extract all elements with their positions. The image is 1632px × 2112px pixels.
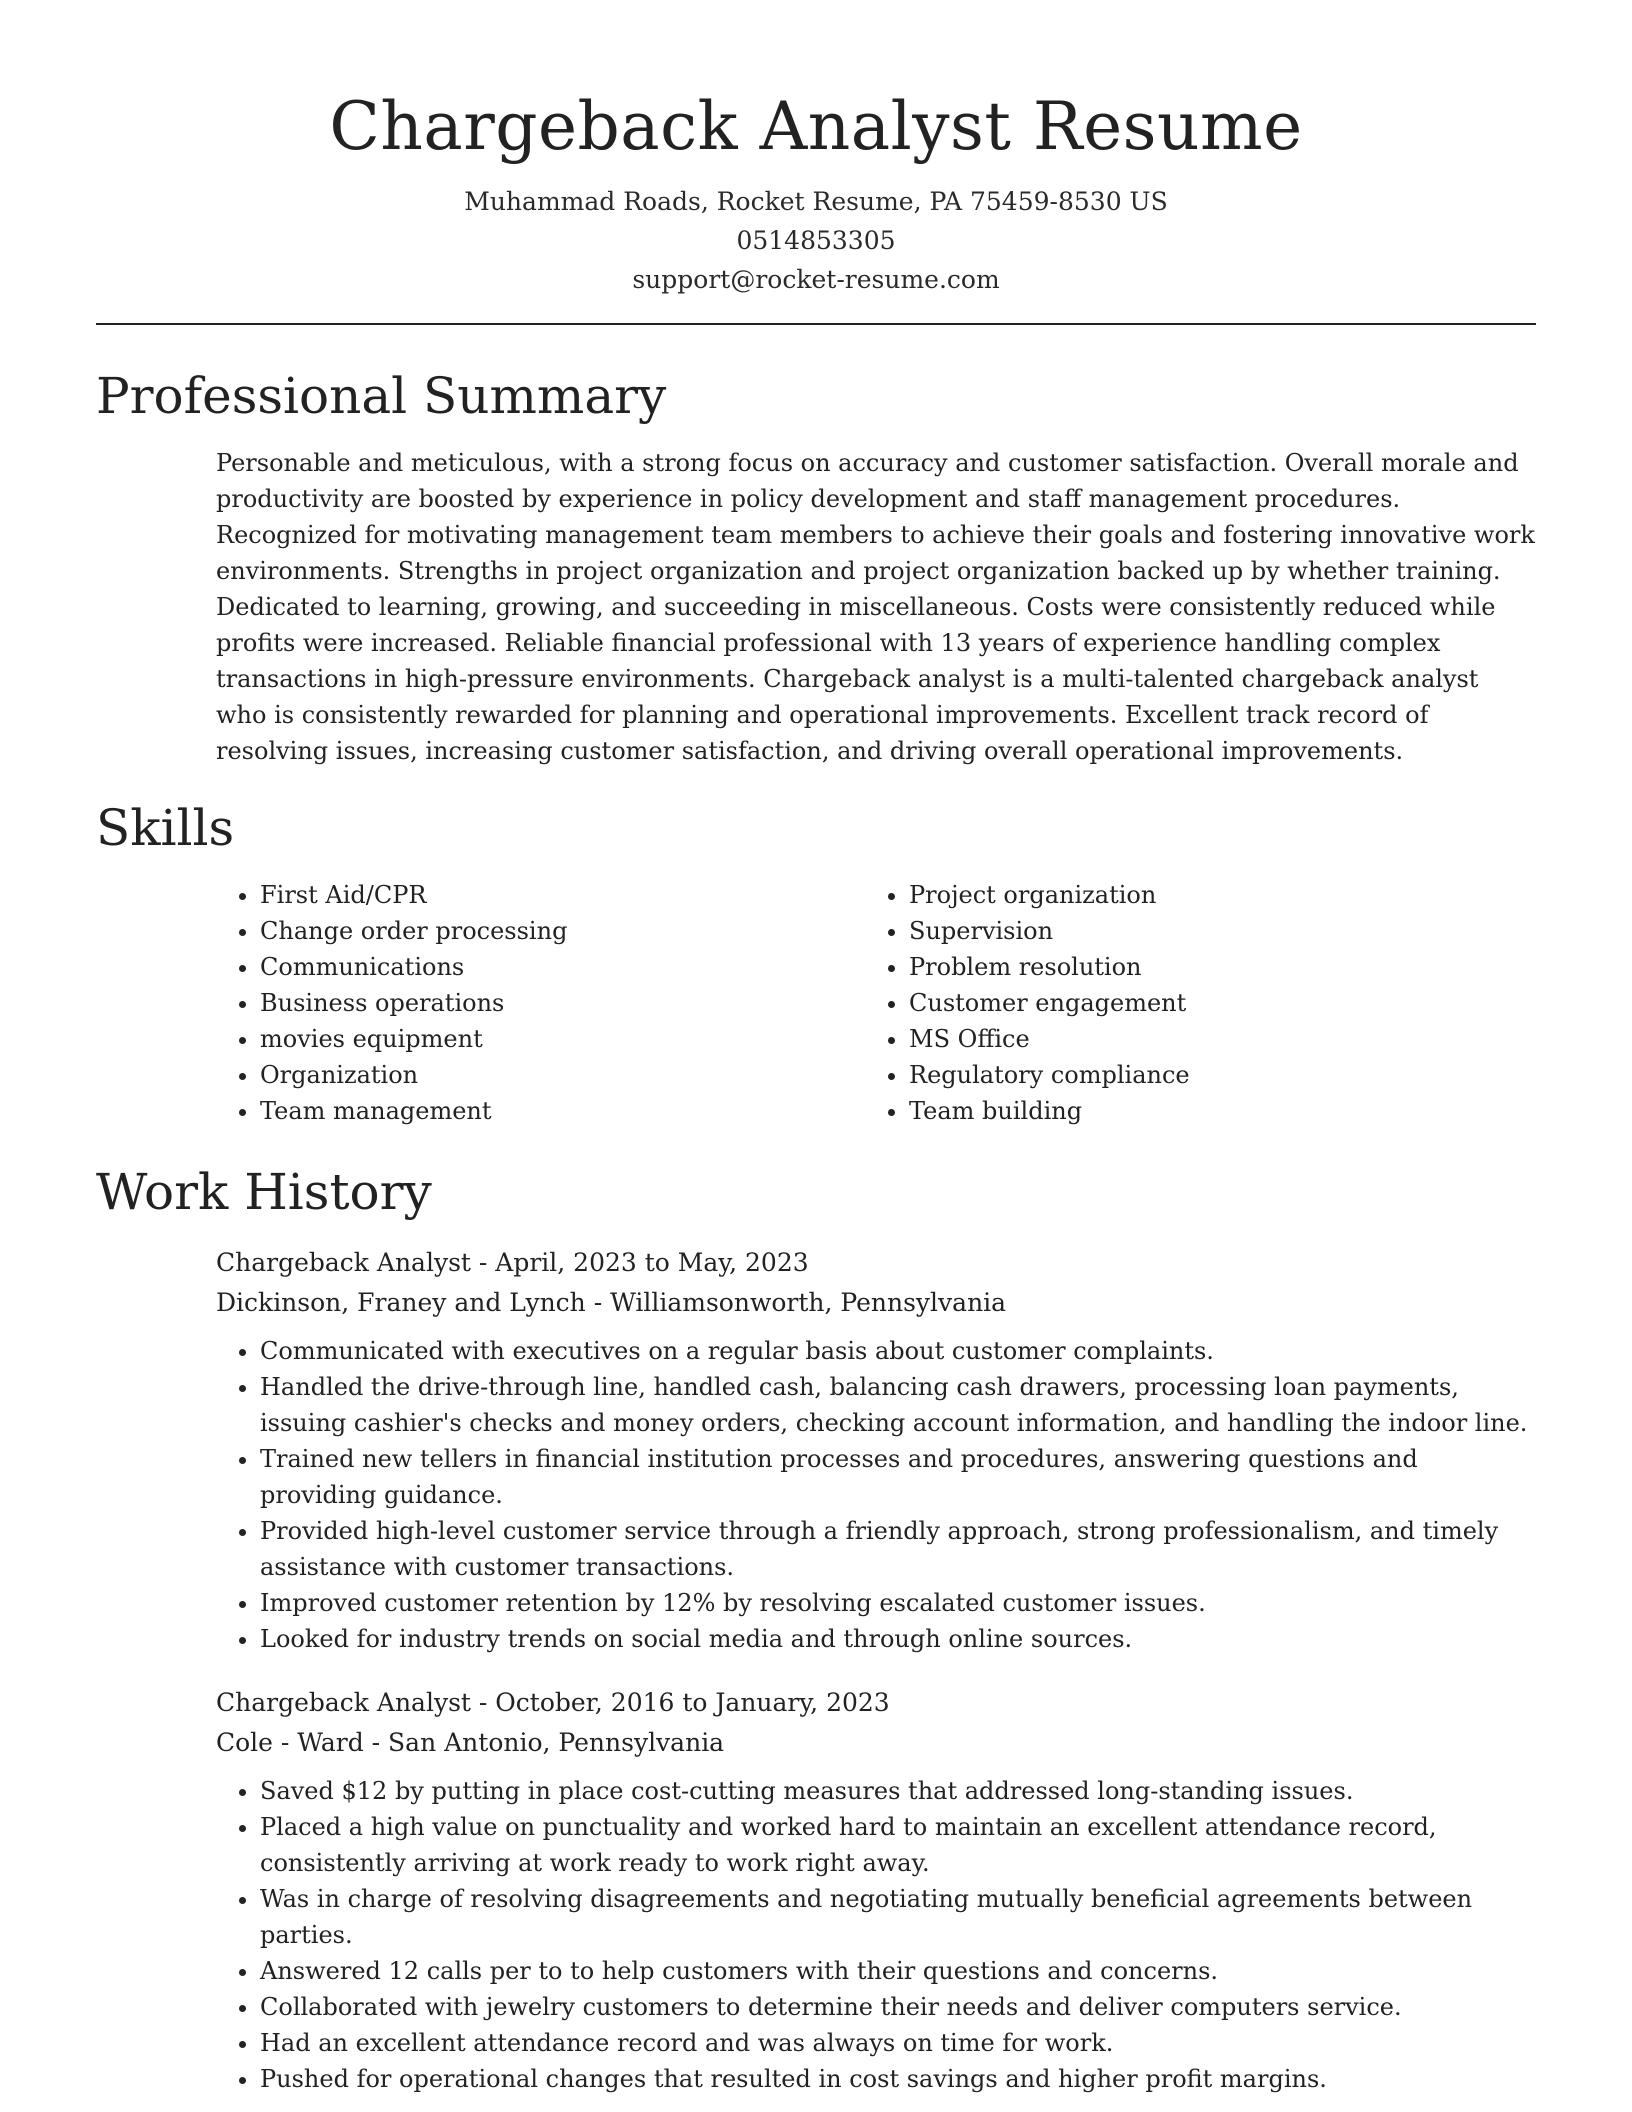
resume-page	[96, 0, 1536, 2097]
summary-heading: Professional Summary	[96, 367, 667, 425]
job-location: - San Antonio, Pennsylvania	[363, 1728, 725, 1757]
job-company: Dickinson, Franey and Lynch	[216, 1288, 586, 1317]
job-title-line	[216, 1683, 1536, 1723]
skills-column-right	[865, 877, 1514, 1129]
contact-phone: 0514853305	[736, 226, 896, 255]
contact-block	[96, 182, 1536, 299]
summary-text: Personable and meticulous, with a strong focus on accuracy and customer satisfaction. Overall morale and productivity are boosted by experience in policy development and staff management procedures. Recognized for motivating management team members to achieve their goals and fostering innovative work environments. Strengths in project organization and project organization backed up by whether training. Dedicated to learning, growing, and succeeding in miscellaneous. Costs were consistently reduced while profits were increased. Reliable financial professional with 13 years of experience handling complex transactions in high-pressure environments. Chargeback analyst is a multi-talented chargeback analyst who is consistently rewarded for planning and operational improvements. Excellent track record of resolving issues, increasing customer satisfaction, and driving overall operational improvements.	[216, 449, 1535, 765]
skill-item: • movies equipment	[260, 1021, 865, 1057]
skill-item: • Customer engagement	[909, 985, 1514, 1021]
job-employer-line	[216, 1283, 1536, 1323]
job-employer-line	[216, 1723, 1536, 1763]
job-company: Cole - Ward	[216, 1728, 364, 1757]
skill-item: • Supervision	[909, 913, 1514, 949]
job-bullets	[216, 1333, 1536, 1657]
job-title-line	[216, 1243, 1536, 1283]
job-bullet: • Had an excellent attendance record and was always on time for work.	[260, 2025, 1536, 2061]
job-bullet: • Was in charge of resolving disagreements and negotiating mutually beneficial agreements between parties.	[260, 1881, 1536, 1953]
job-bullet: • Answered 12 calls per to to help customers with their questions and concerns.	[260, 1953, 1536, 1989]
job-dates: - October, 2016 to January, 2023	[470, 1688, 890, 1717]
contact-email: support@rocket-resume.com	[632, 265, 1000, 294]
job-bullet: • Looked for industry trends on social media and through online sources.	[260, 1621, 1536, 1657]
skill-item: • Organization	[260, 1057, 865, 1093]
job-bullet: • Communicated with executives on a regular basis about customer complaints.	[260, 1333, 1536, 1369]
work-history-heading: Work History	[96, 1163, 432, 1221]
job-bullet: • Provided high-level customer service through a friendly approach, strong professionalism, and timely assistance with customer transactions.	[260, 1513, 1536, 1585]
skills-heading: Skills	[96, 799, 235, 857]
job-title: Chargeback Analyst	[216, 1248, 471, 1277]
header-divider	[96, 323, 1536, 325]
job-bullet: • Saved $12 by putting in place cost-cutting measures that addressed long-standing issues.	[260, 1773, 1536, 1809]
job-location: - Williamsonworth, Pennsylvania	[585, 1288, 1007, 1317]
skill-item: • Business operations	[260, 985, 865, 1021]
skill-item: • Communications	[260, 949, 865, 985]
job-entry	[216, 1683, 1536, 2097]
job-dates: - April, 2023 to May, 2023	[470, 1248, 809, 1277]
skills-column-left	[216, 877, 865, 1129]
job-title: Chargeback Analyst	[216, 1688, 471, 1717]
skill-item: • First Aid/CPR	[260, 877, 865, 913]
skill-item: • Change order processing	[260, 913, 865, 949]
skill-item: • Team management	[260, 1093, 865, 1129]
resume-title: Chargeback Analyst Resume	[329, 88, 1303, 165]
job-bullets	[216, 1773, 1536, 2097]
job-bullet: • Trained new tellers in financial institution processes and procedures, answering questions and providing guidance.	[260, 1441, 1536, 1513]
skills-grid	[216, 877, 1536, 1129]
job-bullet: • Improved customer retention by 12% by resolving escalated customer issues.	[260, 1585, 1536, 1621]
skill-item: • Project organization	[909, 877, 1514, 913]
job-bullet: • Placed a high value on punctuality and worked hard to maintain an excellent attendance record, consistently arriving at work ready to work right away.	[260, 1809, 1536, 1881]
job-bullet: • Pushed for operational changes that resulted in cost savings and higher profit margins.	[260, 2061, 1536, 2097]
contact-address: Muhammad Roads, Rocket Resume, PA 75459-8530 US	[464, 187, 1168, 216]
job-bullet: • Handled the drive-through line, handled cash, balancing cash drawers, processing loan payments, issuing cashier's checks and money orders, checking account information, and handling the indoor line.	[260, 1369, 1536, 1441]
skill-item: • Regulatory compliance	[909, 1057, 1514, 1093]
skill-item: • Problem resolution	[909, 949, 1514, 985]
skill-item: • Team building	[909, 1093, 1514, 1129]
job-entry	[216, 1243, 1536, 1657]
skill-item: • MS Office	[909, 1021, 1514, 1057]
job-bullet: • Collaborated with jewelry customers to determine their needs and deliver computers service.	[260, 1989, 1536, 2025]
